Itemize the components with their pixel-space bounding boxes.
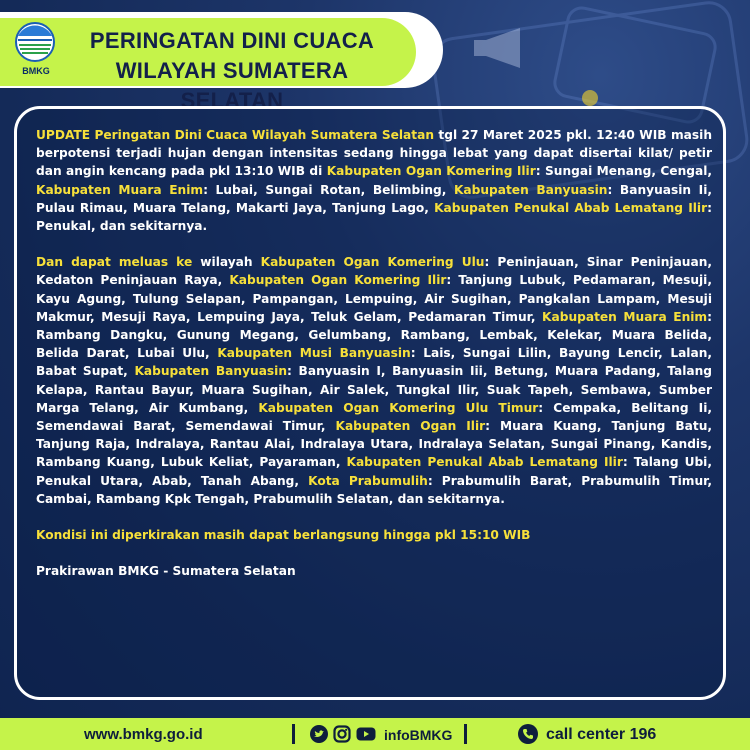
instagram-icon[interactable]	[333, 725, 351, 743]
body-text: : Banyuasin I, Banyuasin Iii, Betung, Muara Padang, Talang Kelapa, Rantau Bayur, Muara Sugihan, Air Salek, Tungkal Ilir, Suak Tapeh, Sembawa, Sumber Marga Telang, Air Kumbang,	[36, 364, 712, 415]
body-text: : Lubai, Sungai Rotan, Belimbing,	[203, 182, 454, 197]
region-name: Kabupaten Banyuasin	[134, 364, 288, 379]
social-handle[interactable]: infoBMKG	[384, 727, 453, 743]
body-text: : Cempaka, Belitang Ii, Semendawai Barat, Semendawai Timur,	[36, 400, 712, 434]
region-name: Kabupaten Penukal Abab Lematang Ilir	[346, 455, 623, 470]
footer-divider	[292, 724, 295, 744]
logo-label: BMKG	[22, 66, 50, 76]
body-text: : Tanjung Lubuk, Pedamaran, Mesuji, Kayu Agung, Tulung Selapan, Pampangan, Lempuing, Air Sugihan, Pangkalan Lampam, Mesuji Makmur, Mesuji Raya, Lempuing Jaya, Teluk Gelam, Pedamaran Timur,	[36, 273, 712, 324]
region-name: Kabupaten Ogan Komering Ulu	[260, 255, 485, 270]
title-line-1: PERINGATAN DINI CUACA	[89, 28, 375, 53]
region-name: Kabupaten Banyuasin	[453, 182, 608, 197]
body-text: : Sungai Menang, Cengal,	[535, 164, 713, 179]
body-text: : Penukal, dan sekitarnya.	[36, 200, 712, 234]
region-name: UPDATE Peringatan Dini Cuaca Wilayah Sumatera Selatan	[36, 128, 435, 142]
region-name: Kabupaten Ogan Komering Ilir	[326, 164, 536, 179]
region-name: Kabupaten Ogan Ilir	[335, 419, 486, 434]
region-name: Kabupaten Penukal Abab Lematang Ilir	[434, 200, 708, 215]
footer-divider	[464, 724, 467, 744]
twitter-icon[interactable]	[310, 725, 328, 743]
body-text: wilayah	[192, 255, 261, 270]
body-text: tgl 27 Maret 2025 pkl. 12:40 WIB masih berpotensi terjadi hujan dengan intensitas sedang hingga lebat yang dapat disertai kilat/ petir dan angin kencang pada pkl 13:10 WIB di	[36, 128, 712, 179]
phone-icon	[518, 724, 538, 744]
website-link[interactable]: www.bmkg.go.id	[84, 726, 203, 743]
region-name: Kabupaten Musi Banyuasin	[217, 346, 411, 361]
region-name: Kabupaten Ogan Komering Ilir	[229, 273, 447, 288]
title-line-2: WILAYAH SUMATERA SELATAN	[115, 58, 349, 113]
region-name: Kabupaten Ogan Komering Ulu Timur	[258, 400, 539, 415]
body-text: : Prabumulih Barat, Prabumulih Timur, Cambai, Rambang Kpk Tengah, Prabumulih Selatan, dan sekitarnya.	[36, 473, 712, 506]
paragraph-update	[36, 126, 712, 235]
body-text: : Banyuasin Ii, Pulau Rimau, Muara Telang, Makarti Jaya, Tanjung Lago,	[36, 182, 712, 215]
youtube-icon[interactable]	[356, 725, 376, 743]
body-text: : Peninjauan, Sinar Peninjauan, Kedaton Peninjauan Raya,	[36, 255, 713, 288]
region-name: Dan dapat meluas ke	[36, 255, 193, 270]
warning-text	[36, 126, 712, 598]
body-text: : Muara Kuang, Tanjung Batu, Tanjung Raja, Indralaya, Rantau Alai, Indralaya Utara, Indralaya Selatan, Sungai Pinang, Kandis, Rambang Kuang, Lubuk Keliat, Payaraman,	[36, 419, 712, 470]
forecaster-signature: Prakirawan BMKG - Sumatera Selatan	[36, 564, 296, 579]
body-text: : Lais, Sungai Lilin, Bayung Lencir, Lalan, Babat Supat,	[36, 346, 713, 379]
paragraph-duration: Kondisi ini diperkirakan masih dapat berlangsung hingga pkl 15:10 WIB	[36, 528, 531, 543]
region-name: Kabupaten Muara Enim	[542, 309, 708, 324]
call-center[interactable]: call center 196	[546, 726, 657, 743]
body-text: : Talang Ubi, Penukal Utara, Abab, Tanah Abang,	[36, 455, 712, 488]
region-name: Kota Prabumulih	[308, 473, 428, 488]
page-title	[62, 26, 402, 116]
region-name: Kabupaten Muara Enim	[36, 182, 204, 197]
body-text: : Rambang Dangku, Gunung Megang, Gelumbang, Rambang, Lembak, Kelekar, Muara Belida, Belida Darat, Lubai Ulu,	[36, 309, 712, 361]
paragraph-extension	[36, 253, 712, 508]
